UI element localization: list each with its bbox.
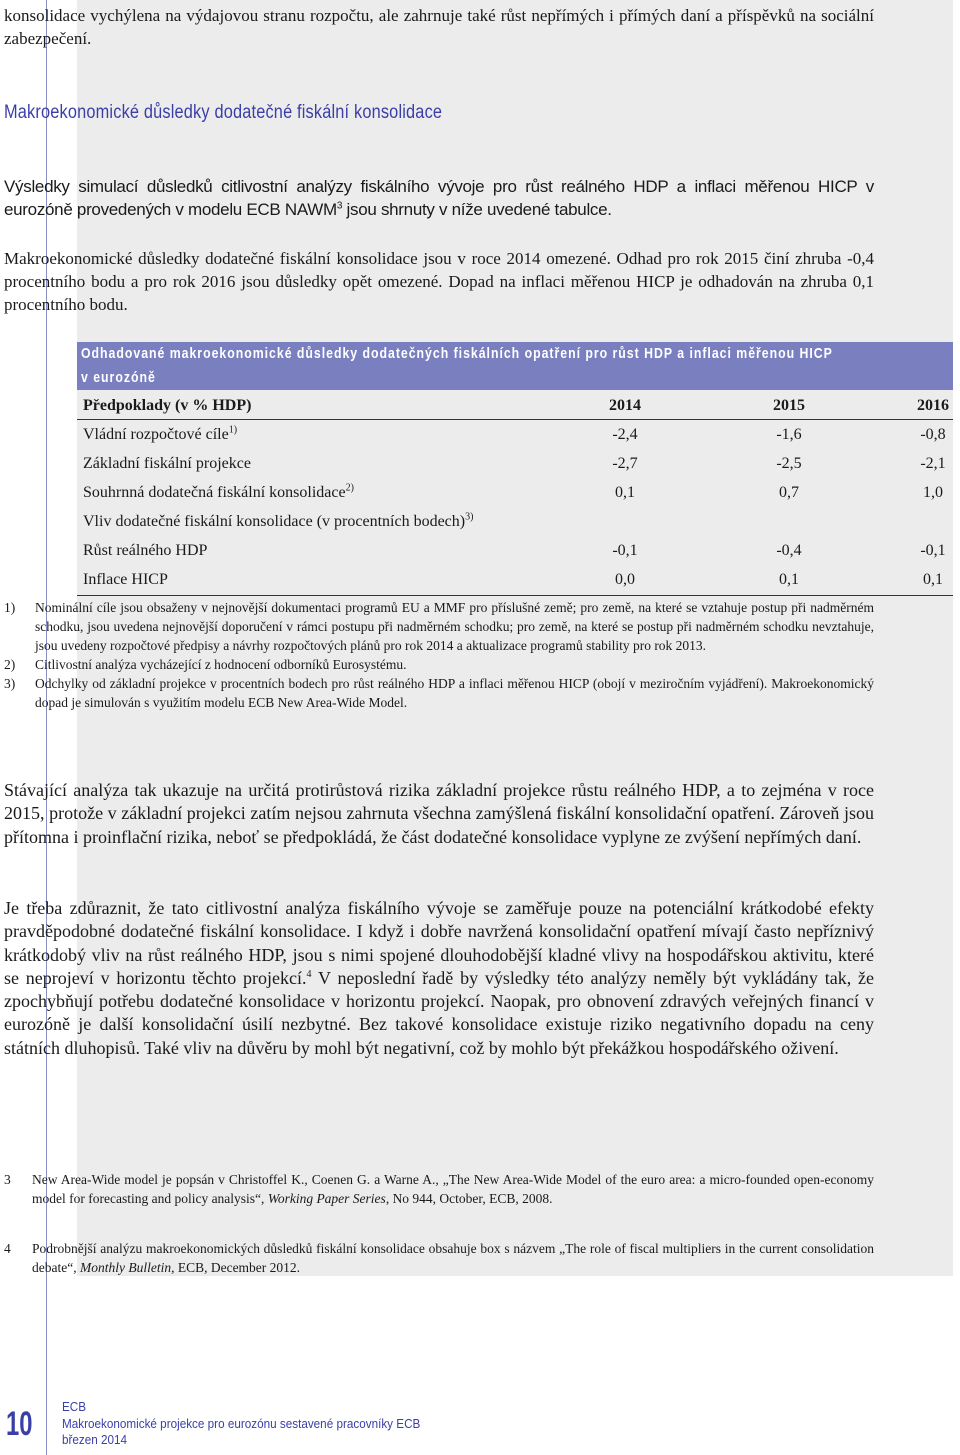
table-note bbox=[4, 674, 874, 712]
cell-2016: 0,1 bbox=[923, 571, 943, 588]
page-number: 10 bbox=[6, 1405, 33, 1443]
table-header-rule bbox=[77, 419, 953, 420]
paragraph-3: Stávající analýza tak ukazuje na určitá protirůstová rizika základní projekce růstu reálného HDP, a to zejména v roce 2015, protože v základní projekci zatím nejsou zahrnuta všechna zamýšlená fiskální konsolidační opatření. Zároveň jsou přítomna i proinflační rizika, neboť se předpokládá, že část dodatečné konsolidace vyplyne ze zvýšení nepřímých daní. bbox=[4, 780, 874, 847]
footer-line-1: ECB bbox=[62, 1399, 87, 1414]
table-row bbox=[83, 513, 903, 537]
table-notes bbox=[4, 598, 874, 712]
footnote-italic-title: Monthly Bulletin bbox=[79, 1260, 172, 1275]
page-footer bbox=[62, 1399, 420, 1449]
footnote-body bbox=[4, 1170, 874, 1208]
row-note-ref: 3) bbox=[465, 511, 474, 523]
footnote-text: New Area-Wide model je popsán v Christoffel K., Coenen G. a Warne A., „The New Area-Wide Model of the euro area: a micro-founded open-economy model for forecasting and policy analysis“, bbox=[32, 1172, 874, 1206]
row-label: Inflace HICP bbox=[83, 571, 168, 588]
table-row bbox=[83, 542, 946, 566]
cell-2016: -0,1 bbox=[920, 542, 946, 559]
note-number: 1) bbox=[4, 600, 16, 615]
row-note-ref: 1) bbox=[228, 424, 238, 436]
table-header-row bbox=[83, 397, 949, 421]
row-label: Souhrnná dodatečná fiskální konsolidace bbox=[83, 484, 346, 501]
note-text: Nominální cíle jsou obsaženy v nejnovější dokumentaci programů EU a MMF pro příslušné země; pro země, na které se vztahuje postup při nadměrném schodku, jsou uvedena nejnovější doporučení v rámci postupu při nadměrném schodku; pro země, na které se postup při nadměrném schodku nevztahuje, jsou uvedeny rozpočtové předpisy a návrhy rozpočtových plánů pro rok 2014 a aktualizace programů stability pro rok 2013. bbox=[35, 600, 874, 653]
table-bottom-rule bbox=[77, 595, 953, 596]
table-row bbox=[83, 424, 946, 450]
row-label: Vliv dodatečné fiskální konsolidace (v procentních bodech) bbox=[83, 513, 466, 530]
table-note bbox=[4, 655, 874, 674]
footnote-3 bbox=[4, 1170, 874, 1208]
paragraph-1-text-end: jsou shrnuty v níže uvedené tabulce. bbox=[342, 200, 612, 219]
note-number: 2) bbox=[4, 657, 16, 672]
paragraph-1 bbox=[4, 175, 874, 221]
row-note-ref: 2) bbox=[345, 482, 354, 494]
table-title-line-1: Odhadované makroekonomické důsledky dodatečných fiskálních opatření pro růst HDP a inflaci měřenou HICP bbox=[81, 345, 833, 362]
table-row bbox=[83, 571, 943, 595]
intro-paragraph: konsolidace vychýlena na výdajovou stranu rozpočtu, ale zahrnuje také růst nepřímých i přímých daní a příspěvků na sociální zabezpečení. bbox=[4, 6, 874, 48]
section-heading: Makroekonomické důsledky dodatečné fiskální konsolidace bbox=[4, 102, 443, 123]
cell-2016: -2,1 bbox=[920, 455, 946, 472]
cell-2015: -2,5 bbox=[776, 455, 802, 472]
cell-2016: -0,8 bbox=[920, 426, 946, 443]
table-row bbox=[83, 455, 946, 479]
note-text: Citlivostní analýza vycházející z hodnocení odborníků Eurosystému. bbox=[35, 657, 407, 672]
footnote-4 bbox=[4, 1239, 874, 1277]
paragraph-4 bbox=[4, 897, 874, 1060]
cell-2014: 0,1 bbox=[615, 484, 635, 501]
table-header-label: Předpoklady (v % HDP) bbox=[83, 397, 252, 414]
footnote-text-end: , ECB, December 2012. bbox=[171, 1260, 301, 1275]
footnote-text-end: , No 944, October, ECB, 2008. bbox=[385, 1191, 553, 1206]
footnote-number: 4 bbox=[4, 1241, 11, 1256]
footnote-body bbox=[4, 1239, 874, 1277]
table-header-2014: 2014 bbox=[609, 397, 641, 414]
table-header-2015: 2015 bbox=[773, 397, 805, 414]
footnote-number: 3 bbox=[4, 1172, 11, 1187]
row-label: Základní fiskální projekce bbox=[83, 455, 251, 472]
cell-2014: 0,0 bbox=[615, 571, 635, 588]
footnote-ref-4[interactable]: 4 bbox=[306, 968, 312, 980]
note-number: 3) bbox=[4, 676, 16, 691]
paragraph-4-text: Je třeba zdůraznit, že tato citlivostní analýza fiskálního vývoje se zaměřuje pouze na potenciální krátkodobé efekty pravděpodobné dodatečné fiskální konsolidace. I když i dobře navržená konsolidační opatření mívají často nepříznivý krátkodobý vliv na růst reálného HDP, jsou s nimi spojené dlouhodobější kladné vlivy na hospodářskou aktivitu, které se neprojeví v horizontu těchto projekcí. bbox=[4, 898, 874, 988]
cell-2015: 0,1 bbox=[779, 571, 799, 588]
table-row bbox=[83, 482, 943, 508]
table-header-2016: 2016 bbox=[917, 397, 949, 414]
cell-2015: -0,4 bbox=[776, 542, 802, 559]
paragraph-1-text: Výsledky simulací důsledků citlivostní analýzy fiskálního vývoje pro růst reálného HDP a inflaci měřenou HICP v eurozóně provedených v modelu ECB NAWM bbox=[4, 177, 874, 219]
cell-2015: 0,7 bbox=[779, 484, 799, 501]
table-title-line-2: v eurozóně bbox=[81, 369, 156, 386]
cell-2015: -1,6 bbox=[776, 426, 802, 443]
row-label: Růst reálného HDP bbox=[83, 542, 208, 559]
footer-line-2: Makroekonomické projekce pro eurozónu sestavené pracovníky ECB bbox=[62, 1415, 421, 1431]
footnote-ref-3[interactable]: 3 bbox=[336, 200, 343, 212]
paragraph-2: Makroekonomické důsledky dodatečné fiskální konsolidace jsou v roce 2014 omezené. Odhad pro rok 2015 činí zhruba -0,4 procentního bodu a pro rok 2016 jsou důsledky opět omezené. Dopad na inflaci měřenou HICP je odhadován na zhruba 0,1 procentního bodu. bbox=[4, 249, 874, 314]
row-label: Vládní rozpočtové cíle bbox=[83, 426, 229, 443]
cell-2014: -0,1 bbox=[612, 542, 638, 559]
footer-line-3: březen 2014 bbox=[62, 1432, 128, 1447]
cell-2016: 1,0 bbox=[923, 484, 943, 501]
table-title-bar bbox=[77, 342, 953, 390]
paragraph-4-text-end: V neposlední řadě by výsledky této analýzy neměly být vykládány tak, že zpochybňují potřebu dodatečné konsolidace v horizontu projekcí. Naopak, pro obnovení zdravých veřejných financí v eurozóně je další konsolidační úsilí nezbytné. Bez takové konsolidace existuje riziko negativního dopadu na ceny státních dluhopisů. Také vliv na důvěru by mohl být negativní, což by mohlo být překážkou hospodářského oživení. bbox=[4, 967, 874, 1058]
footnote-italic-title: Working Paper Series bbox=[267, 1191, 386, 1206]
table-note bbox=[4, 598, 874, 655]
cell-2014: -2,7 bbox=[612, 455, 638, 472]
footnote-text: Podrobnější analýzu makroekonomických důsledků fiskální konsolidace obsahuje box s názvem „The role of fiscal multipliers in the current consolidation debate“, bbox=[32, 1241, 874, 1275]
note-text: Odchylky od základní projekce v procentních bodech pro růst reálného HDP a inflaci měřenou HICP (obojí v meziročním vyjádření). Makroekonomický dopad je simulován s využitím modelu ECB New Area-Wide Model. bbox=[35, 676, 874, 710]
cell-2014: -2,4 bbox=[612, 426, 638, 443]
